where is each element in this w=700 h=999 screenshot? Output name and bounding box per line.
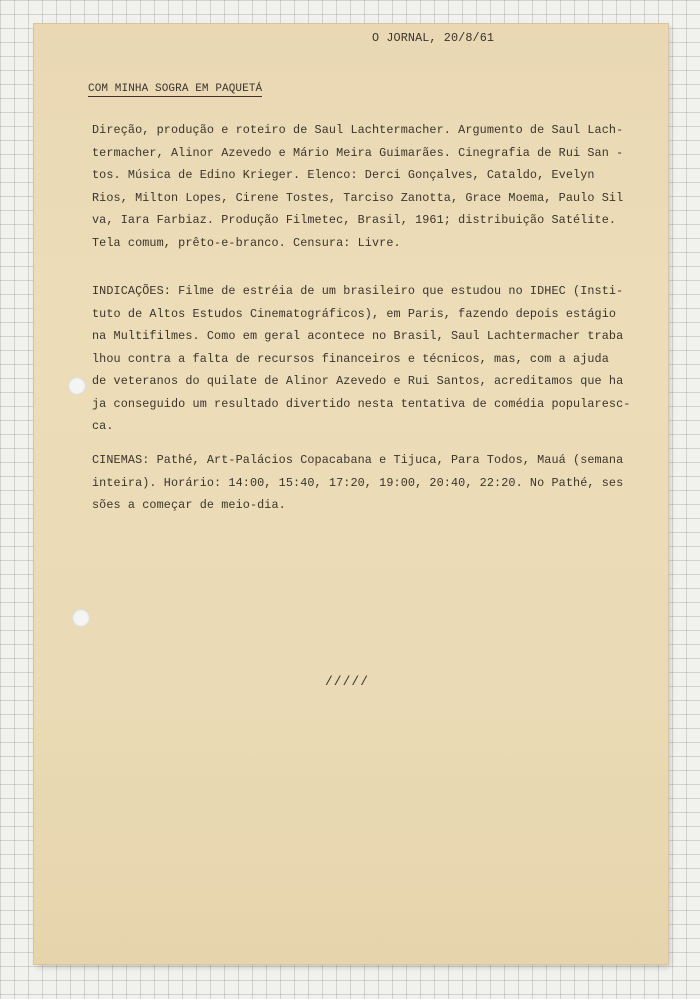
closing-mark: ///// <box>325 674 370 689</box>
credits-line: termacher, Alinor Azevedo e Mário Meira Guimarães. Cinegrafia de Rui San - <box>92 145 624 160</box>
newspaper-reference: O JORNAL, 20/8/61 <box>372 31 495 45</box>
credits-line: va, Iara Farbiaz. Produção Filmetec, Brasil, 1961; distribuição Satélite. <box>92 213 617 227</box>
indicacoes-line: INDICAÇÕES: Filme de estréia de um brasileiro que estudou no IDHEC (Insti- <box>92 284 624 298</box>
credits-line: Tela comum, prêto-e-branco. Censura: Livre. <box>92 235 401 250</box>
cinemas-line: sões a começar de meio-dia. <box>92 498 286 512</box>
typed-sheet <box>34 24 668 964</box>
credits-paragraph <box>92 119 652 254</box>
cinemas-line: inteira). Horário: 14:00, 15:40, 17:20, 19:00, 20:40, 22:20. No Pathé, ses <box>92 475 624 490</box>
indicacoes-line: ja conseguido um resultado divertido nesta tentativa de comédia popularesc- <box>92 396 631 411</box>
credits-line: Direção, produção e roteiro de Saul Lachtermacher. Argumento de Saul Lach- <box>92 123 624 137</box>
indicacoes-line: na Multifilmes. Como em geral acontece no Brasil, Saul Lachtermacher traba <box>92 329 624 343</box>
punch-hole-top <box>68 377 86 395</box>
cinemas-line: CINEMAS: Pathé, Art-Palácios Copacabana e Tijuca, Para Todos, Mauá (semana <box>92 453 624 467</box>
indicacoes-line: lhou contra a falta de recursos financeiros e técnicos, mas, com a ajuda <box>92 351 609 366</box>
credits-line: Rios, Milton Lopes, Cirene Tostes, Tarciso Zanotta, Grace Moema, Paulo Sil <box>92 190 624 205</box>
indicacoes-line: de veteranos do quilate de Alinor Azevedo e Rui Santos, acreditamos que ha <box>92 374 624 388</box>
indicacoes-line: ca. <box>92 419 114 433</box>
indicacoes-paragraph <box>92 280 652 438</box>
cinemas-paragraph <box>92 449 652 517</box>
film-title: COM MINHA SOGRA EM PAQUETÁ <box>88 83 263 95</box>
indicacoes-line: tuto de Altos Estudos Cinematográficos), em Paris, fazendo depois estágio <box>92 306 617 321</box>
punch-hole-bottom <box>72 609 90 627</box>
credits-line: tos. Música de Edino Krieger. Elenco: Derci Gonçalves, Cataldo, Evelyn <box>92 168 595 182</box>
